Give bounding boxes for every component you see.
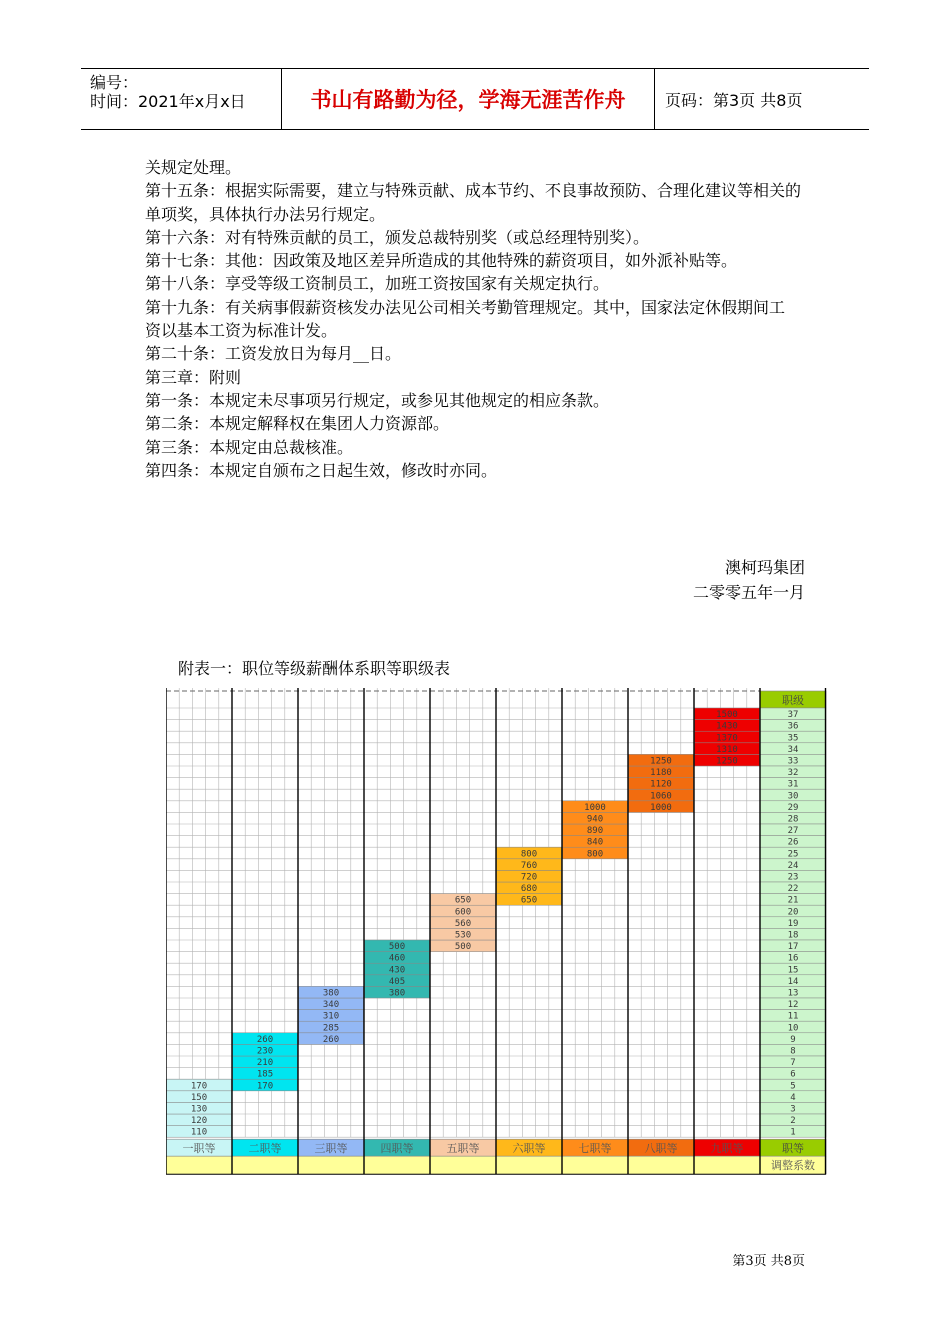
level-number: 2: [790, 1116, 796, 1127]
salary-value: 840: [586, 837, 604, 848]
salary-value: 150: [190, 1092, 208, 1103]
salary-value: 1180: [650, 768, 672, 779]
level-number: 10: [787, 1023, 799, 1034]
coefficient-cell: [298, 1156, 364, 1174]
level-number: 16: [787, 953, 799, 964]
paragraph: 第一条：本规定未尽事项另行规定，或参见其他规定的相应条款。: [145, 390, 610, 410]
coefficient-cell: [628, 1156, 694, 1174]
level-number: 15: [787, 965, 799, 976]
salary-value: 1250: [716, 756, 738, 767]
coefficient-cell: [496, 1156, 562, 1174]
level-number: 12: [787, 1000, 799, 1011]
coefficient-cell: [364, 1156, 430, 1174]
level-number: 29: [787, 802, 799, 813]
salary-value: 940: [586, 814, 604, 825]
signature-company: 澳柯玛集团: [724, 558, 805, 577]
salary-value: 1060: [650, 791, 672, 802]
salary-value: 530: [454, 930, 472, 941]
level-number: 24: [787, 860, 799, 871]
salary-value: 1500: [716, 710, 738, 721]
level-number: 32: [787, 768, 799, 779]
paragraph: 第十六条：对有特殊贡献的员工，颁发总裁特别奖（或总经理特别奖）。: [145, 227, 650, 247]
salary-value: 185: [256, 1069, 274, 1080]
document-date: 时间：2021年x月x日: [90, 92, 246, 111]
level-number: 20: [787, 907, 799, 918]
salary-value: 720: [520, 872, 538, 883]
paragraph: 第三条：本规定由总裁核准。: [145, 437, 354, 457]
level-number: 33: [787, 756, 799, 767]
level-number: 35: [787, 733, 799, 744]
level-number: 18: [787, 930, 799, 941]
level-number: 9: [790, 1034, 796, 1045]
salary-value: 1430: [716, 721, 738, 732]
level-number: 4: [790, 1092, 796, 1103]
grade-label: 五职等: [446, 1142, 480, 1156]
level-number: 36: [787, 721, 799, 732]
grade-label: 三职等: [314, 1142, 348, 1156]
paragraph: 第十七条：其他：因政策及地区差异所造成的其他特殊的薪资项目，如外派补贴等。: [145, 251, 738, 271]
salary-value: 650: [520, 895, 538, 906]
paragraph: 第十九条：有关病事假薪资核发办法见公司相关考勤管理规定。其中，国家法定休假期间工: [145, 297, 786, 317]
level-number: 26: [787, 837, 799, 848]
level-number: 14: [787, 976, 799, 987]
level-number: 34: [787, 744, 799, 755]
level-number: 25: [787, 849, 799, 860]
grade-label: 四职等: [380, 1142, 414, 1156]
salary-value: 380: [388, 988, 406, 999]
paragraph: 关规定处理。: [145, 158, 242, 177]
grade-label: 九职等: [710, 1142, 744, 1156]
level-number: 37: [787, 710, 799, 721]
paragraph: 第二条：本规定解释权在集团人力资源部。: [145, 414, 450, 434]
salary-value: 680: [520, 884, 538, 895]
salary-value: 170: [256, 1081, 274, 1092]
table-title: 附表一：职位等级薪酬体系职等职级表: [178, 659, 451, 678]
level-number: 23: [787, 872, 799, 883]
paragraph: 资以基本工资为标准计发。: [145, 321, 338, 341]
grade-label: 八职等: [644, 1142, 678, 1156]
page-header: [81, 68, 869, 130]
document-number-label: 编号：: [90, 73, 139, 92]
signature-date: 二零零五年一月: [692, 583, 805, 602]
salary-value: 1120: [650, 779, 672, 790]
paragraph: 第十五条：根据实际需要，建立与特殊贡献、成本节约、不良事故预防、合理化建议等相关的: [145, 181, 802, 201]
grade-label: 七职等: [578, 1142, 612, 1156]
grade-label: 六职等: [512, 1142, 546, 1156]
salary-value: 800: [520, 849, 538, 860]
level-number: 5: [790, 1081, 796, 1092]
coefficient-label: 调整系数: [771, 1159, 815, 1173]
paragraph: 第三章：附则: [145, 367, 242, 387]
paragraph: 第十八条：享受等级工资制员工，加班工资按国家有关规定执行。: [145, 274, 610, 294]
grade-label: 二职等: [248, 1142, 282, 1156]
salary-value: 1000: [650, 802, 672, 813]
salary-value: 260: [256, 1034, 274, 1045]
salary-value: 760: [520, 860, 538, 871]
salary-value: 500: [454, 942, 472, 953]
level-number: 28: [787, 814, 799, 825]
salary-value: 380: [322, 988, 340, 999]
paragraph: 单项奖，具体执行办法另行规定。: [145, 204, 386, 224]
level-number: 30: [787, 791, 799, 802]
salary-value: 170: [190, 1081, 208, 1092]
paragraph: 第二十条：工资发放日为每月__日。: [145, 344, 402, 364]
coefficient-cell: [232, 1156, 298, 1174]
salary-value: 800: [586, 849, 604, 860]
level-number: 8: [790, 1046, 796, 1057]
grade-header-label: 职等: [782, 1142, 804, 1156]
salary-value: 340: [322, 1000, 340, 1011]
salary-value: 310: [322, 1011, 340, 1022]
salary-value: 890: [586, 826, 604, 837]
level-number: 6: [790, 1069, 796, 1080]
salary-value: 500: [388, 942, 406, 953]
salary-value: 1250: [650, 756, 672, 767]
level-number: 17: [787, 942, 799, 953]
level-number: 27: [787, 826, 799, 837]
level-number: 7: [790, 1058, 796, 1069]
salary-grade-table: [166, 688, 832, 1180]
salary-value: 650: [454, 895, 472, 906]
coefficient-cell: [430, 1156, 496, 1174]
salary-value: 230: [256, 1046, 274, 1057]
coefficient-cell: [694, 1156, 760, 1174]
header-motto: 书山有路勤为径，学海无涯苦作舟: [281, 69, 655, 129]
coefficient-cell: [166, 1156, 232, 1174]
salary-value: 1000: [584, 802, 606, 813]
level-number: 19: [787, 918, 799, 929]
header-page-number: 页码：第3页 共8页: [665, 90, 803, 110]
salary-value: 210: [256, 1058, 274, 1069]
salary-value: 110: [190, 1127, 208, 1138]
salary-value: 130: [190, 1104, 208, 1115]
grade-label: 一职等: [182, 1142, 216, 1156]
salary-value: 285: [322, 1023, 340, 1034]
header-left: [90, 73, 246, 111]
level-number: 13: [787, 988, 799, 999]
level-number: 31: [787, 779, 799, 790]
salary-value: 460: [388, 953, 406, 964]
footer-page-number: 第3页 共8页: [732, 1254, 805, 1269]
document-body: [145, 156, 825, 482]
salary-value: 1310: [716, 744, 738, 755]
level-header-label: 职级: [782, 694, 804, 707]
level-number: 3: [790, 1104, 796, 1115]
level-number: 11: [787, 1011, 799, 1022]
coefficient-cell: [562, 1156, 628, 1174]
salary-value: 405: [388, 976, 406, 987]
salary-value: 600: [454, 907, 472, 918]
salary-value: 1370: [716, 733, 738, 744]
level-number: 22: [787, 884, 799, 895]
salary-value: 260: [322, 1034, 340, 1045]
level-number: 21: [787, 895, 799, 906]
salary-value: 430: [388, 965, 406, 976]
salary-value: 560: [454, 918, 472, 929]
level-number: 1: [790, 1127, 796, 1138]
paragraph: 第四条：本规定自颁布之日起生效，修改时亦同。: [145, 460, 498, 480]
salary-value: 120: [190, 1116, 208, 1127]
